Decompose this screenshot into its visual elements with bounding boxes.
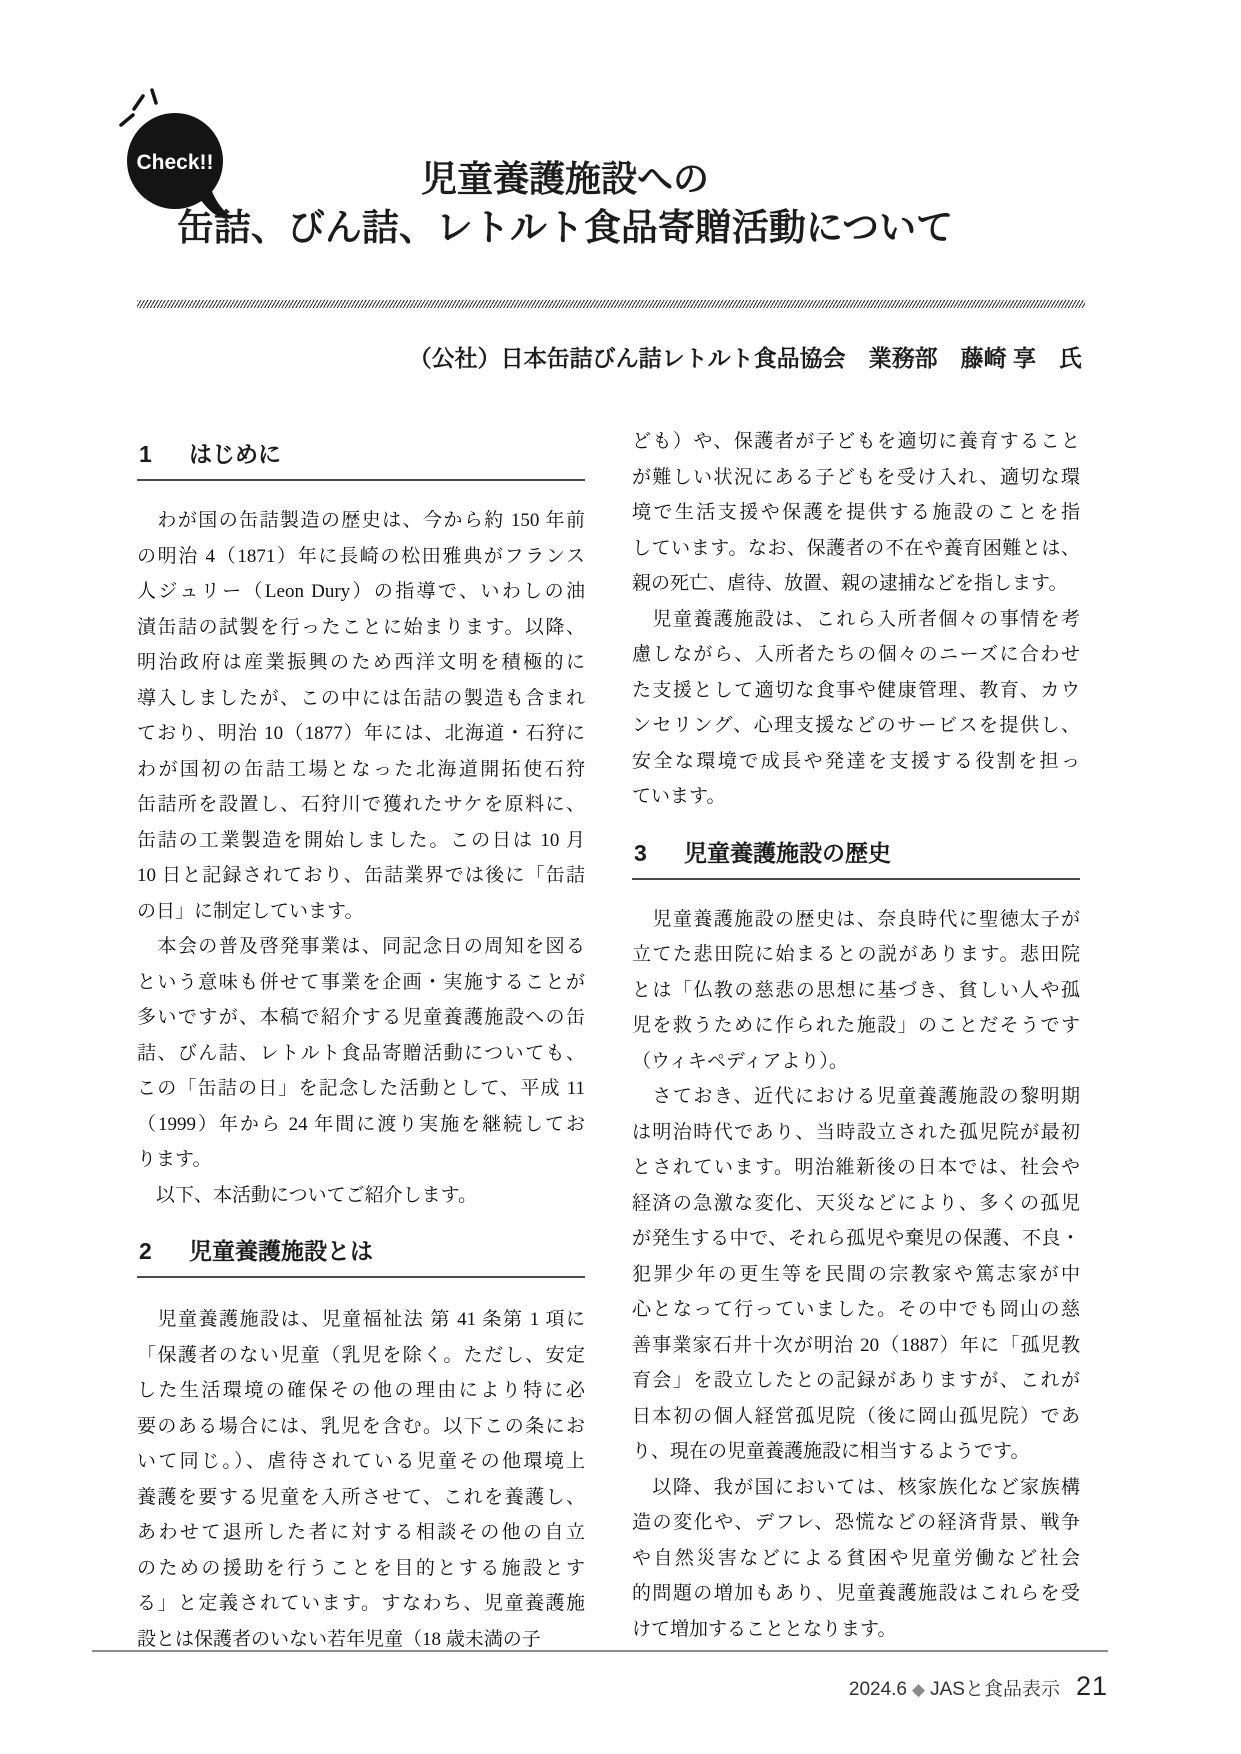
- text-line: 設とは保護者のいない若年児童（18 歳未満の子: [137, 1628, 541, 1650]
- section-number: 2: [139, 1238, 152, 1264]
- text-line: 立てた悲田院に始まるとの説があります。悲田院: [632, 944, 1080, 965]
- footer-issue-date: 2024.6: [848, 1679, 908, 1700]
- text-line: わが国初の缶詰工場となった北海道開拓使石狩: [137, 758, 585, 780]
- text-line: 導入しましたが、この中には缶詰の製造も含まれ: [137, 687, 585, 709]
- text-line: 安全な環境で成長や発達を支援する役割を担っ: [632, 750, 1080, 772]
- page-number: 21: [1075, 1671, 1108, 1701]
- left-column: [137, 424, 585, 1657]
- text-line: は明治時代であり、当時設立された孤児院が最初: [632, 1121, 1080, 1143]
- text-line: 以下、本活動についてご紹介します。: [137, 1184, 478, 1206]
- section-2-text-continued: [632, 424, 1080, 815]
- section-label: はじめに: [189, 441, 281, 467]
- text-line: り、現在の児童養護施設に相当するようです。: [632, 1441, 1030, 1462]
- text-line: 10 日と記録されており、缶詰業界では後に「缶詰: [137, 865, 585, 886]
- text-line: 明治政府は産業振興のため西洋文明を積極的に: [137, 652, 585, 673]
- footer: [92, 1671, 1108, 1702]
- section-3-text: [632, 902, 1080, 1648]
- right-column: [632, 424, 1080, 1647]
- text-line: あわせて退所した者に対する相談その他の自立: [137, 1522, 585, 1543]
- text-line: ています。: [632, 786, 726, 807]
- text-line: いて同じ。）、虐待されている児童その他環境上: [137, 1451, 585, 1472]
- text-line: しています。なお、保護者の不在や養育困難とは、: [632, 537, 1080, 559]
- text-line: の日」に制定しています。: [137, 900, 364, 922]
- badge-label: Check!!: [136, 151, 214, 174]
- text-line: ており、明治 10（1877）年には、北海道・石狩に: [137, 723, 585, 744]
- text-line: 親の死亡、虐待、放置、親の逮捕などを指します。: [632, 573, 1068, 594]
- section-heading-2: [137, 1233, 585, 1278]
- text-line: 以降、我が国においては、核家族化など家族構: [632, 1476, 1080, 1498]
- text-line: 児を救うために作られた施設」のことだそうです: [632, 1015, 1080, 1036]
- section-heading-3: [632, 835, 1080, 880]
- text-line: 心となって行っていました。その中でも岡山の慈: [632, 1299, 1080, 1320]
- text-line: た支援として適切な食事や健康管理、教育、カウ: [632, 679, 1080, 701]
- section-label: 児童養護施設の歴史: [684, 839, 891, 866]
- text-line: 要のある場合には、乳児を含む。以下この条にお: [137, 1415, 585, 1437]
- text-line: ります。: [137, 1149, 212, 1170]
- text-line: 経済の急激な変化、天災などにより、多くの孤児: [632, 1192, 1080, 1214]
- text-line: 缶詰所を設置し、石狩川で獲れたサケを原料に、: [137, 794, 585, 815]
- text-line: 造の変化や、デフレ、恐慌などの経済背景、戦争: [632, 1512, 1080, 1533]
- text-line: とは「仏教の慈悲の思想に基づき、貧しい人や孤: [632, 979, 1080, 1001]
- text-line: わが国の缶詰製造の歴史は、今から約 150 年前: [137, 510, 585, 531]
- text-line: 善事業家石井十次が明治 20（1887）年に「孤児教: [632, 1334, 1080, 1356]
- text-line: ども）や、保護者が子どもを適切に養育すること: [632, 431, 1080, 452]
- section-2-text: [137, 1302, 585, 1657]
- text-line: の明治 4（1871）年に長崎の松田雅典がフランス: [137, 545, 585, 567]
- text-line: 児童養護施設は、児童福祉法 第 41 条第 1 項に: [137, 1309, 585, 1330]
- text-line: 詰、びん詰、レトルト食品寄贈活動についても、: [137, 1042, 585, 1064]
- text-line: さておき、近代における児童養護施設の黎明期: [632, 1086, 1080, 1107]
- text-line: した生活環境の確保その他の理由により特に必: [137, 1380, 585, 1401]
- text-line: 境で生活支援や保護を提供する施設のことを指: [632, 502, 1080, 523]
- text-line: 的問題の増加もあり、児童養護施設はこれらを受: [632, 1583, 1080, 1604]
- diamond-icon: ◆: [912, 1680, 926, 1699]
- text-line: 犯罪少年の更生等を民間の宗教家や篤志家が中: [632, 1263, 1080, 1285]
- section-number: 1: [139, 441, 152, 467]
- text-line: けて増加することとなります。: [632, 1618, 897, 1640]
- text-line: 多いですが、本稿で紹介する児童養護施設への缶: [137, 1007, 585, 1028]
- title-line-1: 児童養護施設への: [420, 158, 709, 199]
- text-line: ンセリング、心理支援などのサービスを提供し、: [632, 715, 1080, 736]
- text-line: （ウィキペディアより）。: [632, 1050, 848, 1072]
- title-line-2: 缶詰、びん詰、レトルト食品寄贈活動について: [176, 207, 954, 248]
- text-line: 児童養護施設は、これら入所者個々の事情を考: [632, 608, 1080, 630]
- text-line: 育会」を設立したとの記録がありますが、これが: [632, 1370, 1080, 1391]
- text-line: る」と定義されています。すなわち、児童養護施: [137, 1593, 585, 1614]
- section-label: 児童養護施設とは: [189, 1238, 373, 1264]
- text-line: が難しい状況にある子どもを受け入れ、適切な環: [632, 466, 1080, 488]
- text-line: 本会の普及啓発事業は、同記念日の周知を図る: [137, 936, 585, 957]
- text-line: 日本初の個人経営孤児院（後に岡山孤児院）であ: [632, 1405, 1080, 1427]
- text-line: 人ジュリー（Leon Dury）の指導で、いわしの油: [137, 581, 585, 602]
- text-line: が発生する中で、それら孤児や棄児の保護、不良・: [632, 1228, 1080, 1249]
- article-title: [137, 156, 993, 254]
- text-line: のための援助を行うことを目的とする施設とす: [137, 1557, 585, 1579]
- text-line: この「缶詰の日」を記念した活動として、平成 11: [137, 1078, 585, 1099]
- text-line: 児童養護施設の歴史は、奈良時代に聖徳太子が: [632, 908, 1080, 930]
- text-line: 養護を要する児童を入所させて、これを養護し、: [137, 1486, 585, 1508]
- section-number: 3: [634, 839, 647, 866]
- hatched-divider: [137, 300, 1085, 308]
- footer-journal-name: JASと食品表示: [930, 1679, 1060, 1700]
- text-line: 漬缶詰の試製を行ったことに始まります。以降、: [137, 616, 585, 638]
- text-line: 「保護者のない児童（乳児を除く。ただし、安定: [137, 1344, 585, 1366]
- text-line: 缶詰の工業製造を開始しました。この日は 10 月: [137, 829, 585, 851]
- text-line: （1999）年から 24 年間に渡り実施を継続してお: [137, 1113, 585, 1135]
- text-line: や自然災害などによる貧困や児童労働など社会: [632, 1547, 1080, 1569]
- text-line: という意味も併せて事業を企画・実施することが: [137, 971, 585, 993]
- footer-rule: [92, 1650, 1108, 1652]
- text-line: とされています。明治維新後の日本では、社会や: [632, 1157, 1080, 1178]
- section-1-text: [137, 503, 585, 1213]
- byline: （公社）日本缶詰びん詰レトルト食品協会 業務部 藤崎 享 氏: [408, 345, 1082, 371]
- text-line: 慮しながら、入所者たちの個々のニーズに合わせ: [632, 644, 1080, 665]
- section-heading-1: [137, 436, 585, 481]
